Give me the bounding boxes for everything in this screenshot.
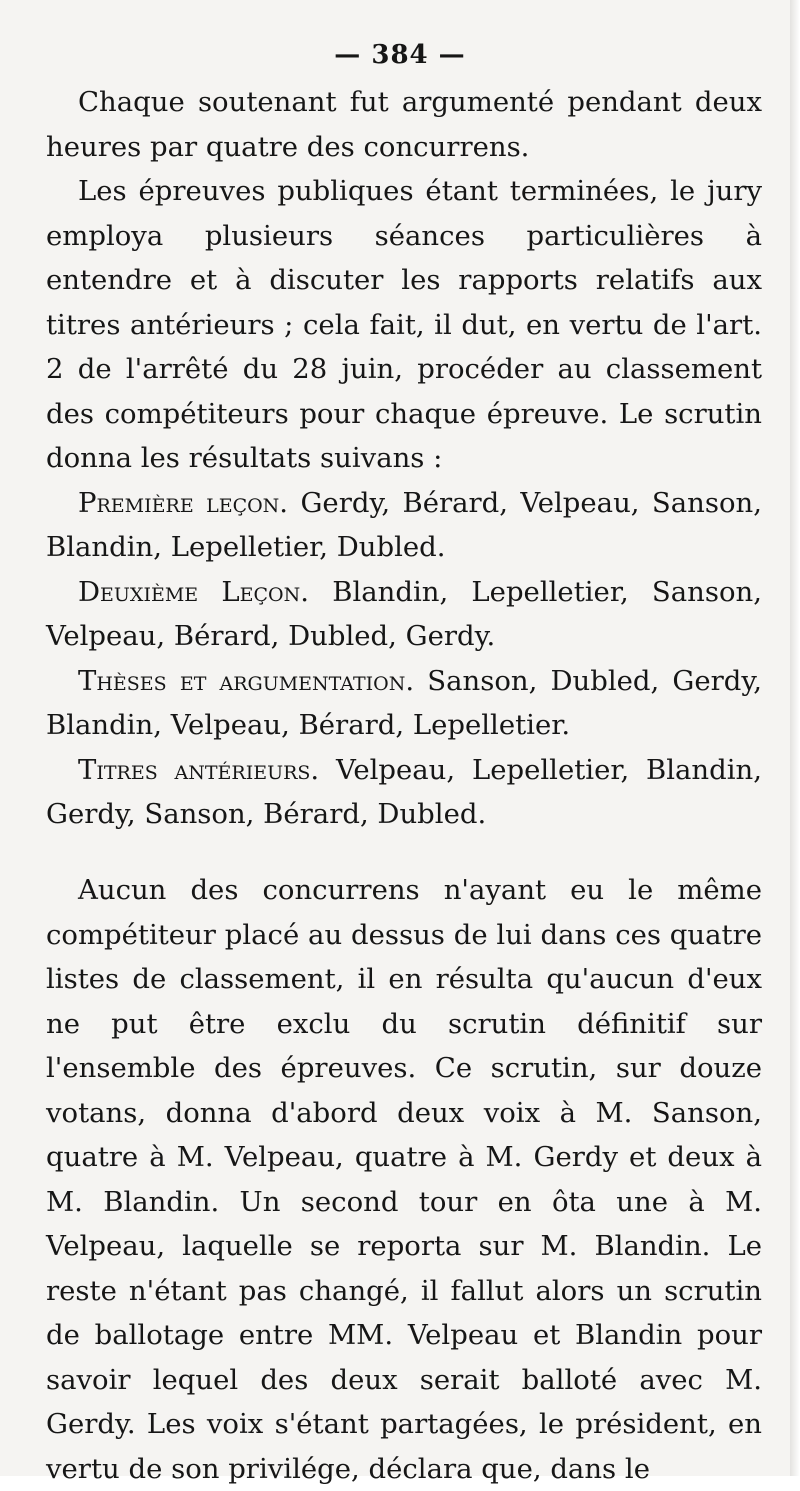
paragraph-argumentation: Chaque soutenant fut argumenté pendant deux heures par quatre des concurrens. (46, 86, 762, 163)
result-deuxieme-lecon (46, 570, 762, 659)
result-titres (46, 748, 762, 837)
page-edge (790, 0, 800, 1476)
result-theses (46, 659, 762, 748)
page-number: — 384 — (334, 40, 466, 70)
result-names: Gerdy, Bérard, Velpeau, Sanson, Blandin, Lepelletier, Dubled. (46, 486, 762, 563)
result-label: Première leçon. (78, 486, 289, 519)
upper-text-block (46, 80, 762, 837)
result-premiere-lecon (46, 481, 762, 570)
result-names: Sanson, Dubled, Gerdy, Blandin, Velpeau, Bérard, Lepelletier. (46, 664, 763, 741)
lower-text-block (46, 868, 762, 1491)
result-label: Deuxième Leçon. (78, 575, 309, 608)
paragraph-jury: Les épreuves publiques étant terminées, le jury employa plusieurs séances particulières à entendre et à discuter les rapports relatifs aux titres antérieurs ; cela fait, il dut, en vertu de l'art. 2 de l'arrêté du 28 juin, procéder au classement des compétiteurs pour chaque épreuve. Le scrutin donna les résultats suivans : (46, 175, 762, 474)
paragraph-scrutin: Aucun des concurrens n'ayant eu le même compétiteur placé au dessus de lui dans ces quatre listes de classement, il en résulta qu'aucun d'eux ne put être exclu du scrutin définitif sur l'ensemble des épreuves. Ce scrutin, sur douze votans, donna d'abord deux voix à M. Sanson, quatre à M. Velpeau, quatre à M. Gerdy et deux à M. Blandin. Un second tour en ôta une à M. Velpeau, laquelle se reporta sur M. Blandin. Le reste n'étant pas changé, il fallut alors un scrutin de ballotage entre MM. Velpeau et Blandin pour savoir lequel des deux serait balloté avec M. Gerdy. Les voix s'étant partagées, le président, en vertu de son privilége, déclara que, dans le (46, 874, 762, 1485)
result-names: Velpeau, Lepelletier, Blandin, Gerdy, Sanson, Bérard, Dubled. (46, 753, 762, 830)
result-names: Blandin, Lepelletier, Sanson, Velpeau, Bérard, Dubled, Gerdy. (46, 575, 762, 652)
result-label: Thèses et argumentation. (78, 664, 415, 697)
result-label: Titres antérieurs. (78, 753, 320, 786)
